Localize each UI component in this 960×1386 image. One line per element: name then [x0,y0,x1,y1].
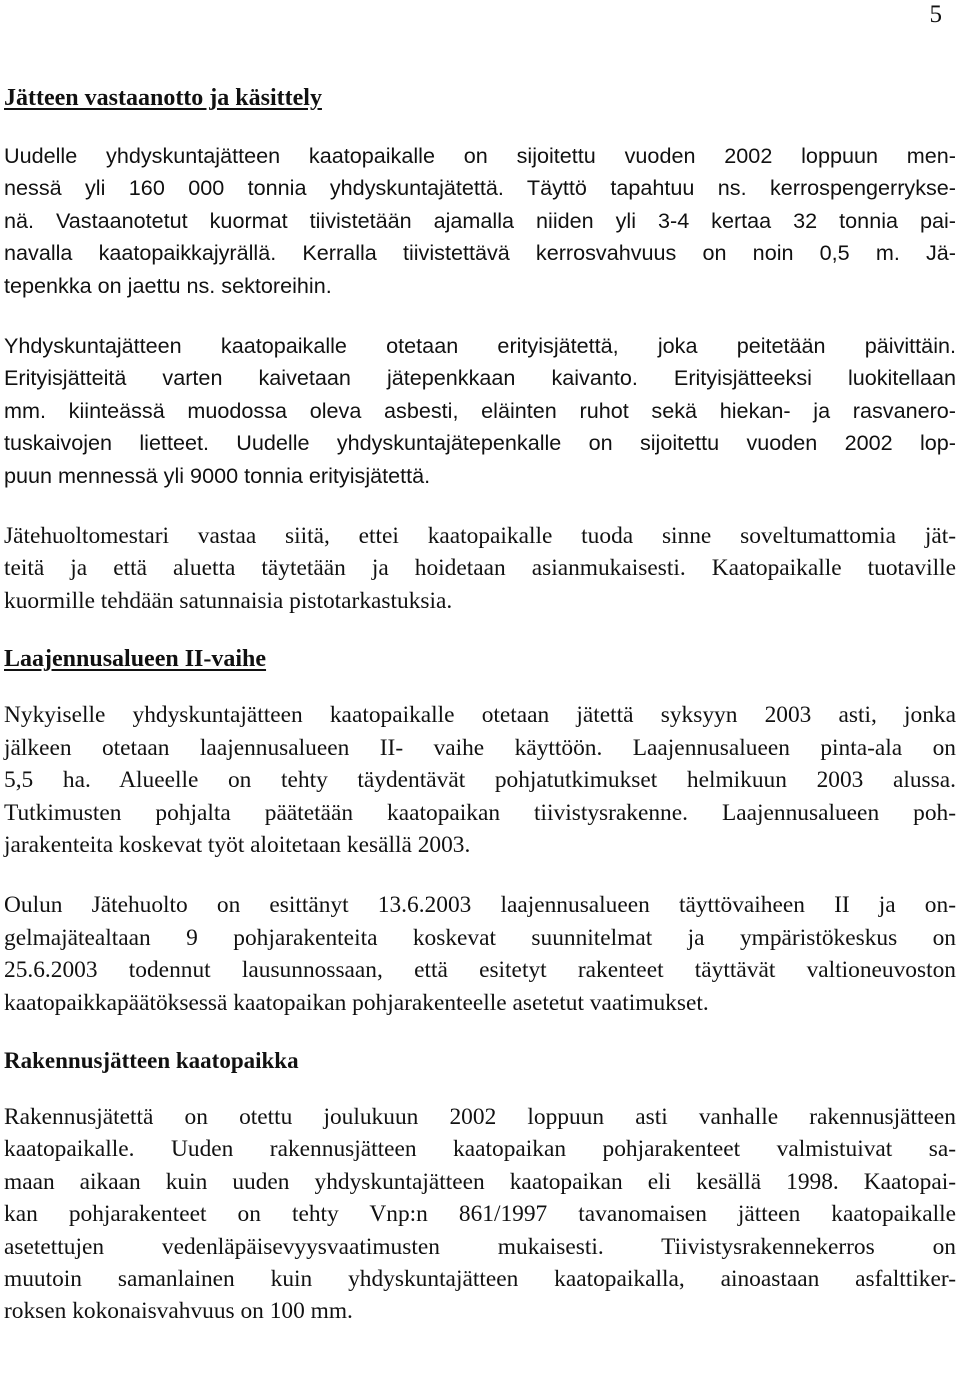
text-line: Rakennusjätettä on otettu joulukuun 2002 loppuun asti vanhalle rakennusjätteen [4,1103,956,1130]
paragraph-waste-manager [4,520,956,617]
text-line: Uudelle yhdyskuntajätteen kaatopaikalle on sijoitettu vuoden 2002 loppuun men- [4,143,956,168]
text-line: Tutkimusten pohjalta päätetään kaatopaikan tiivistysrakenne. Laajennusalueen poh- [4,799,956,826]
text-line: Jätehuoltomestari vastaa siitä, ettei kaatopaikalle tuoda sinne soveltumattomia jät- [4,523,956,550]
text-line: mm. kiinteässä muodossa oleva asbesti, eläinten ruhot sekä hiekan- ja rasvanero- [4,397,956,423]
text-line: navalla kaatopaikkajyrällä. Kerralla tiivistettävä kerrosvahvuus on noin 0,5 m. Jä- [4,240,956,266]
text-line: Erityisjätteitä varten kaivetaan jätepenkkaan kaivanto. Erityisjätteeksi luokitellaan [4,365,956,391]
text-line: roksen kokonaisvahvuus on 100 mm. [4,1298,353,1325]
text-line: tepenkka on jaettu ns. sektoreihin. [4,272,332,298]
text-line: muutoin samanlainen kuin yhdyskuntajätteen kaatopaikalla, ainoastaan asfalttiker- [4,1265,956,1292]
text-line: tuskaivojen lietteet. Uudelle yhdyskuntajätepenkalle on sijoitettu vuoden 2002 lop- [4,430,956,456]
text-line: 25.6.2003 todennut lausunnossaan, että esitetyt rakenteet täyttävät valtioneuvoston [4,957,956,984]
text-line: teitä ja että aluetta täytetään ja hoidetaan asianmukaisesti. Kaatopaikalle tuotaville [4,555,956,582]
text-line: kuormille tehdään satunnaisia pistotarkastuksia. [4,587,453,614]
paragraph-construction-waste-landfill [4,1101,956,1328]
text-line: Oulun Jätehuolto on esittänyt 13.6.2003 laajennusalueen täyttövaiheen II ja on- [4,892,956,919]
text-line: kaatopaikkapäätöksessä kaatopaikan pohjarakenteelle asetetut vaatimukset. [4,989,709,1016]
text-line: jälkeen otetaan laajennusalueen II- vaihe käyttöön. Laajennusalueen pinta-ala on [4,734,956,761]
text-line: 5,5 ha. Alueelle on tehty täydentävät pohjatutkimukset helmikuun 2003 alussa. [4,767,956,794]
section-heading-construction-waste: Rakennusjätteen kaatopaikka [4,1047,299,1073]
paragraph-landfill-compaction [4,140,956,302]
text-line: puun mennessä yli 9000 tonnia erityisjätettä. [4,462,431,488]
paragraph-base-structure-plans [4,889,956,1019]
text-line: gelmajätealtaan 9 pohjarakenteita koskevat suunnitelmat ja ympäristökeskus on [4,924,956,951]
text-line: Yhdyskuntajätteen kaatopaikalle otetaan erityisjätettä, joka peitetään päivittäin. [4,333,956,359]
text-line: nä. Vastaanotetut kuormat tiivistetään ajamalla niiden yli 3-4 kertaa 32 tonnia pai- [4,207,956,233]
text-line: Nykyiselle yhdyskuntajätteen kaatopaikalle otetaan jätettä syksyyn 2003 asti, jonka [4,702,956,729]
paragraph-special-waste [4,330,956,492]
text-line: nessä yli 160 000 tonnia yhdyskuntajätettä. Täyttö tapahtuu ns. kerrospengerrykse- [4,175,956,201]
text-line: kaatopaikalle. Uuden rakennusjätteen kaatopaikan pohjarakenteet valmistuivat sa- [4,1136,956,1163]
document-body [4,82,956,1328]
text-line: maan aikaan kuin uuden yhdyskuntajätteen kaatopaikan eli kesällä 1998. Kaatopai- [4,1168,956,1195]
paragraph-expansion-area [4,699,956,861]
page-number: 5 [929,1,942,28]
text-line: jarakenteita koskevat työt aloitetaan kesällä 2003. [4,831,471,858]
text-line: asetettujen vedenläpäisevyysvaatimusten mukaisesti. Tiivistysrakennekerros on [4,1233,956,1260]
text-line: kan pohjarakenteet on tehty Vnp:n 861/1997 tavanomaisen jätteen kaatopaikalle [4,1201,956,1228]
section-heading-expansion-phase: Laajennusalueen II-vaihe [4,646,267,673]
section-heading-waste-reception: Jätteen vastaanotto ja käsittely [4,85,322,111]
